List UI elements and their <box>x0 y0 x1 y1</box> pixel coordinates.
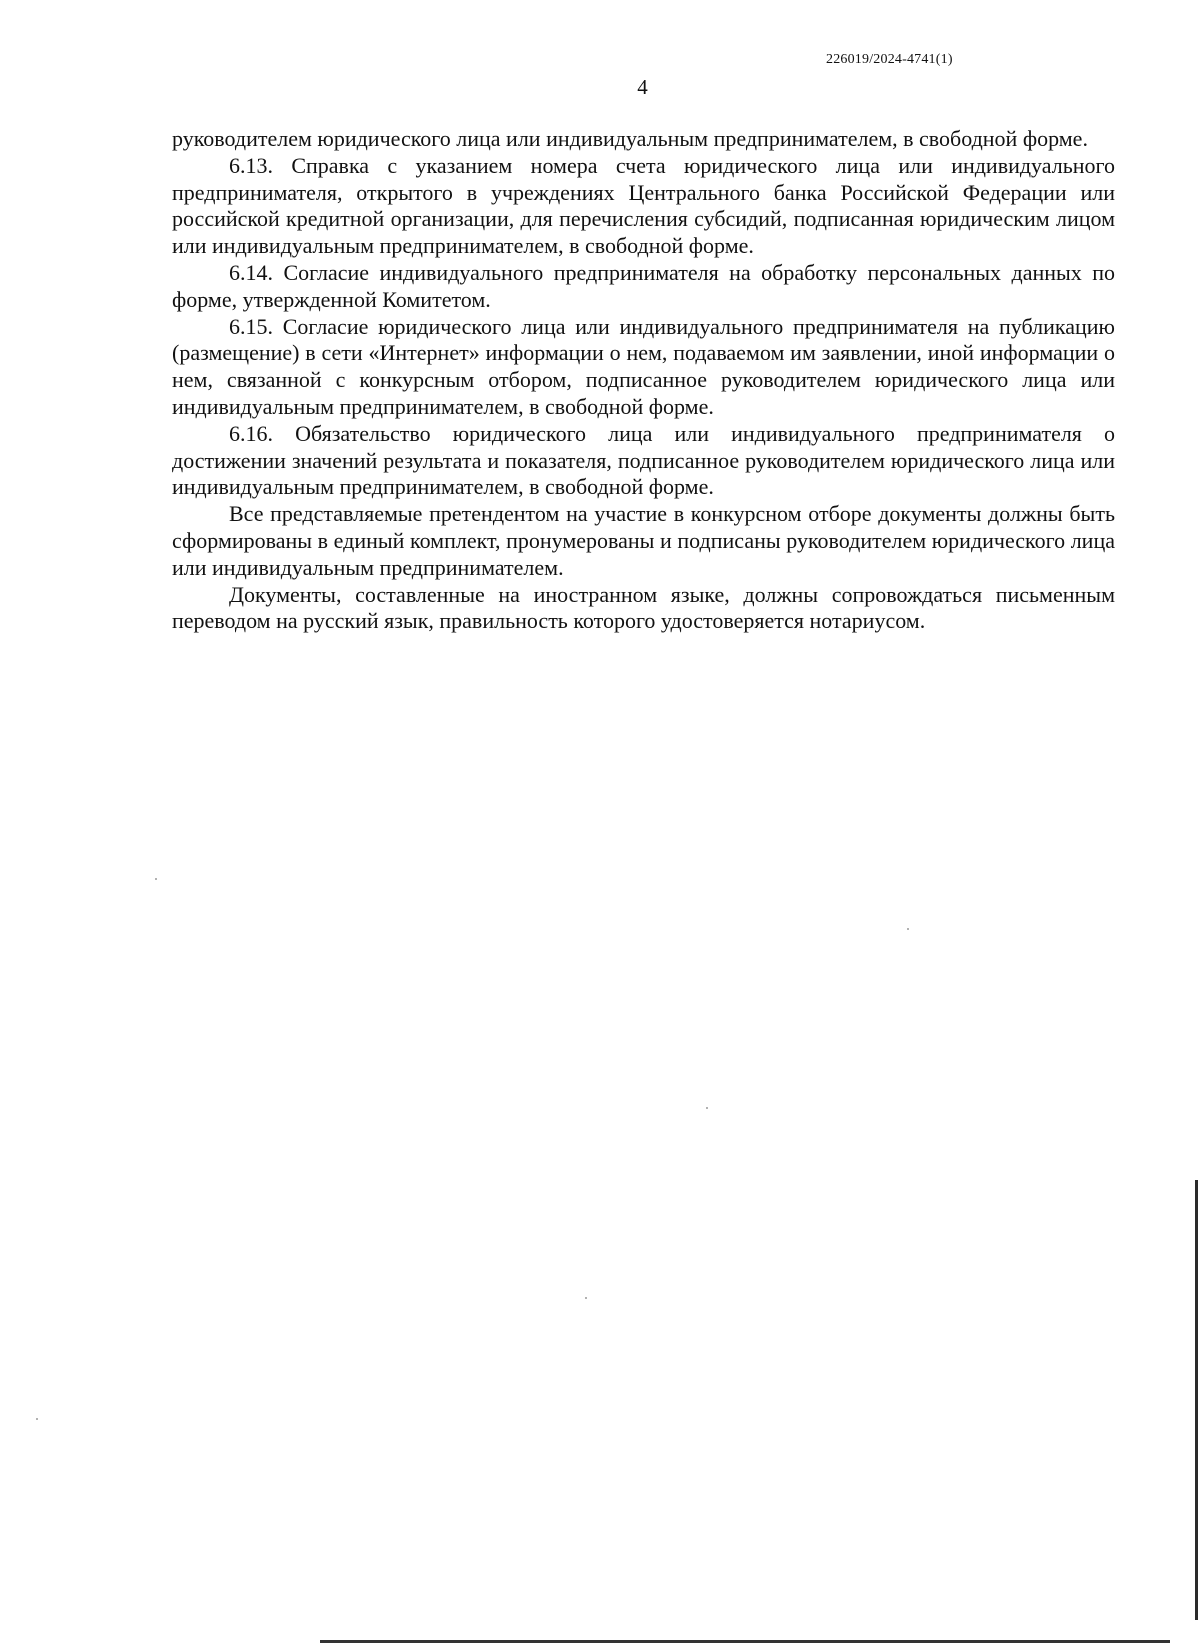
scan-speck <box>36 1418 38 1420</box>
paragraph-package-requirements: Все представляемые претендентом на участие в конкурсном отборе документы должны быть сформированы в единый комплект, пронумерованы и подписаны руководителем юридического лица или индивидуальным предпринимателем. <box>172 501 1115 580</box>
scan-edge-mark-right <box>1195 1180 1198 1620</box>
scan-speck <box>907 928 909 930</box>
document-body <box>172 126 1115 635</box>
paragraph-continuation: руководителем юридического лица или индивидуальным предпринимателем, в свободной форме. <box>172 126 1088 151</box>
paragraph-6-13: 6.13. Справка с указанием номера счета юридического лица или индивидуального предпринимателя, открытого в учреждениях Центрального банка Российской Федерации или российской кредитной организации, для перечисления субсидий, подписанная юридическим лицом или индивидуальным предпринимателем, в свободной форме. <box>172 152 1115 259</box>
paragraph-6-14: 6.14. Согласие индивидуального предпринимателя на обработку персональных данных по форме, утвержденной Комитетом. <box>172 259 1115 312</box>
scan-speck <box>155 878 157 880</box>
scan-speck <box>706 1107 708 1109</box>
paragraph-6-15: 6.15. Согласие юридического лица или индивидуального предпринимателя на публикацию (размещение) в сети «Интернет» информации о нем, подаваемом им заявлении, иной информации о нем, связанной с конкурсным отбором, подписанное руководителем юридического лица или индивидуальным предпринимателем, в свободной форме. <box>172 313 1115 419</box>
paragraph-6-16: 6.16. Обязательство юридического лица или индивидуального предпринимателя о достижении значений результата и показателя, подписанное руководителем юридического лица или индивидуальным предпринимателем, в свободной форме. <box>172 420 1115 500</box>
paragraph-foreign-language-documents: Документы, составленные на иностранном языке, должны сопровождаться письменным переводом на русский язык, правильность которого удостоверяется нотариусом. <box>172 581 1115 634</box>
document-registration-number: 226019/2024-4741(1) <box>826 52 953 67</box>
scan-speck <box>585 1297 587 1299</box>
page-number: 4 <box>637 75 648 99</box>
